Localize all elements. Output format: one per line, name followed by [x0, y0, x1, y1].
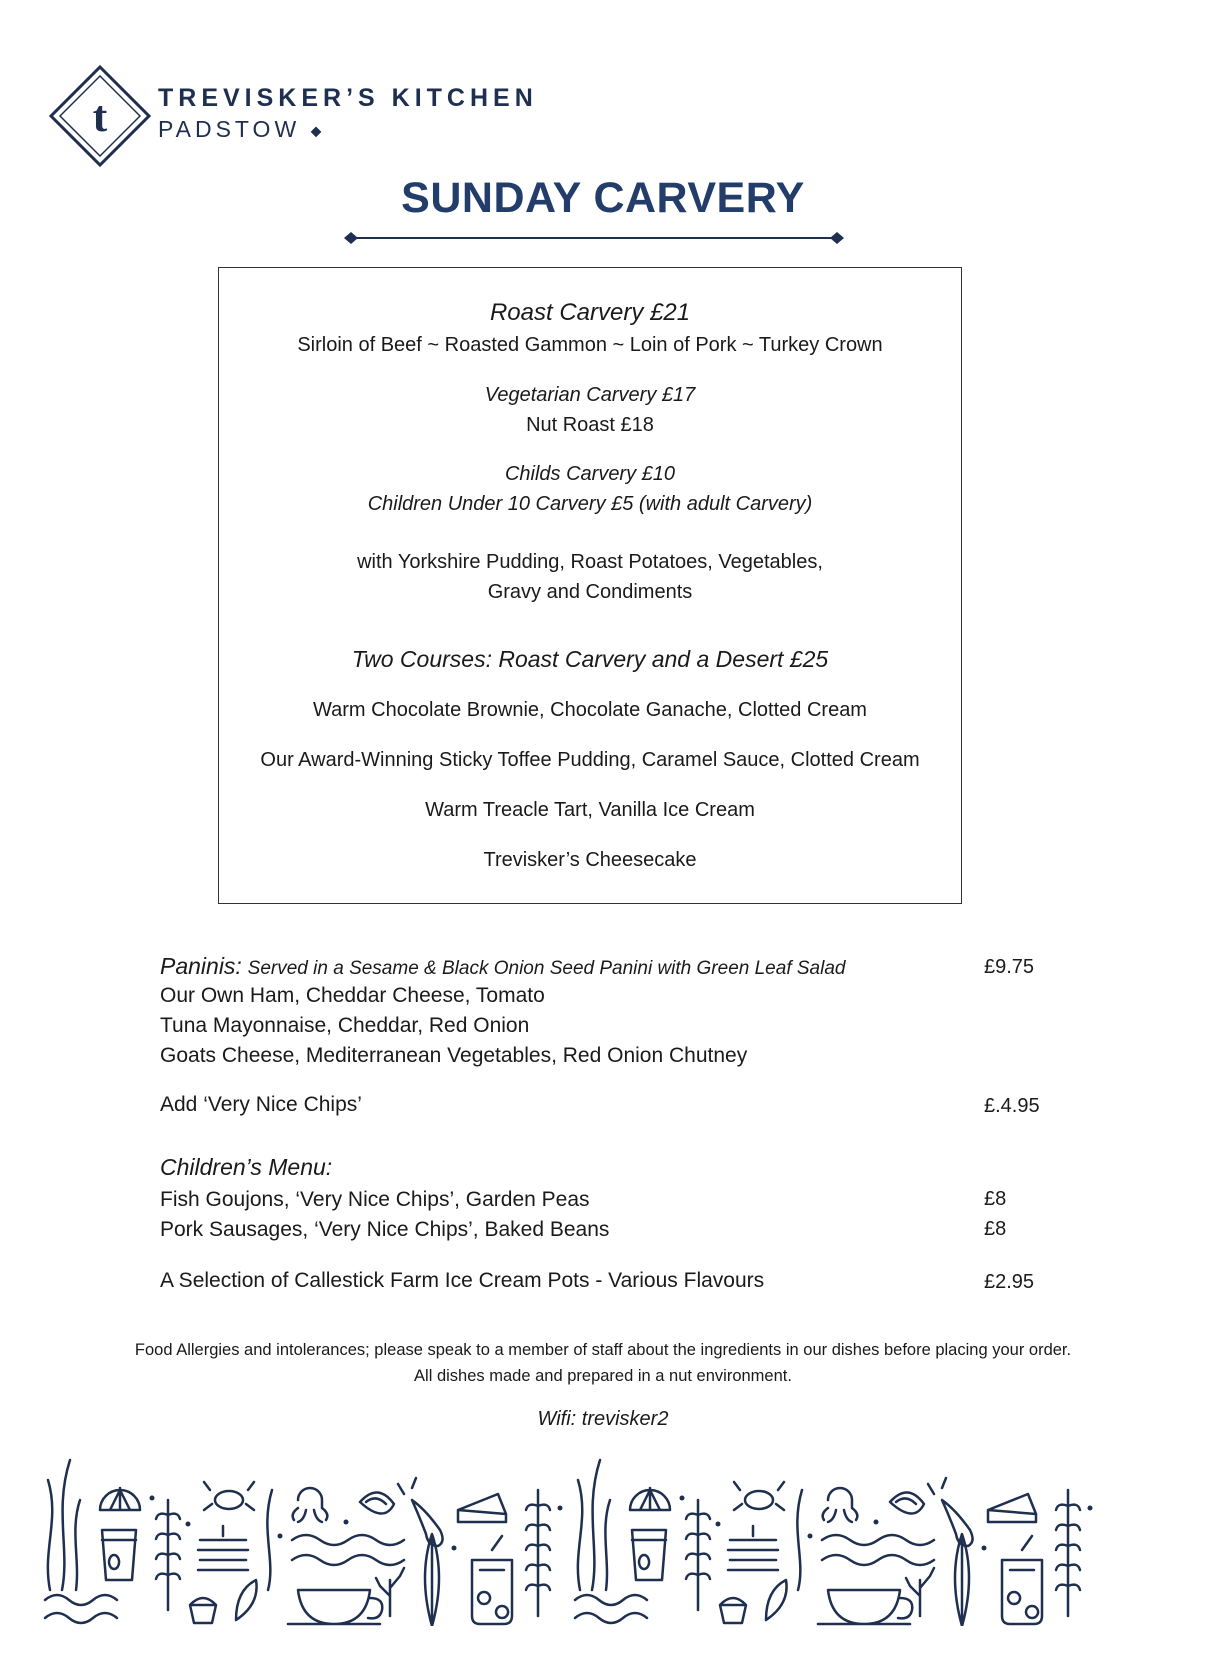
carvery-box	[218, 267, 962, 904]
nut-roast: Nut Roast £18	[526, 414, 654, 436]
dessert-item: Our Award-Winning Sticky Toffee Pudding, Caramel Sauce, Clotted Cream	[260, 749, 920, 771]
accompaniments-line-1: with Yorkshire Pudding, Roast Potatoes, Vegetables,	[357, 551, 823, 573]
logo-diamond-icon	[48, 64, 152, 168]
childrens-menu-price: £8	[984, 1218, 1007, 1240]
logo-letter: t	[92, 92, 108, 141]
brand-location: PADSTOW	[158, 116, 301, 142]
childrens-menu-heading: Children’s Menu:	[160, 1154, 333, 1180]
childrens-menu-item: Pork Sausages, ‘Very Nice Chips’, Baked Beans	[160, 1218, 610, 1241]
allergy-notice-line-2: All dishes made and prepared in a nut environment.	[414, 1367, 792, 1385]
add-chips-label: Add ‘Very Nice Chips’	[160, 1093, 362, 1116]
allergy-notice-line-1: Food Allergies and intolerances; please speak to a member of staff about the ingredients in our dishes before placing your order.	[134, 1341, 1072, 1359]
paninis-line	[160, 953, 845, 980]
diamond-bullet-icon: ◆	[310, 122, 322, 139]
two-courses-heading: Two Courses: Roast Carvery and a Desert £25	[351, 646, 829, 672]
title-divider	[344, 228, 844, 248]
paninis-label: Paninis:	[160, 953, 242, 979]
paninis-description: Served in a Sesame & Black Onion Seed Panini with Green Leaf Salad	[247, 958, 846, 979]
brand-logo	[48, 64, 608, 168]
ice-cream-price: £2.95	[984, 1271, 1035, 1293]
roast-carvery-heading: Roast Carvery £21	[489, 299, 691, 326]
brand-name: TREVISKER’S KITCHEN	[158, 84, 538, 112]
childrens-menu-item: Fish Goujons, ‘Very Nice Chips’, Garden Peas	[160, 1188, 590, 1211]
lower-menu	[160, 953, 1060, 1293]
dessert-item: Warm Treacle Tart, Vanilla Ice Cream	[425, 799, 755, 821]
childrens-menu-price: £8	[984, 1188, 1007, 1210]
children-under-10: Children Under 10 Carvery £5 (with adult Carvery)	[367, 493, 813, 515]
roast-carvery-items: Sirloin of Beef ~ Roasted Gammon ~ Loin of Pork ~ Turkey Crown	[297, 334, 883, 356]
brand-location-line	[158, 116, 321, 143]
dessert-item: Trevisker’s Cheesecake	[483, 849, 697, 871]
wifi-info: Wifi: trevisker2	[537, 1408, 669, 1430]
dessert-item: Warm Chocolate Brownie, Chocolate Ganache, Clotted Cream	[313, 699, 867, 721]
add-chips-price: £.4.95	[984, 1095, 1040, 1117]
panini-item: Tuna Mayonnaise, Cheddar, Red Onion	[160, 1014, 530, 1037]
vegetarian-carvery-heading: Vegetarian Carvery £17	[484, 384, 696, 406]
accompaniments-line-2: Gravy and Condiments	[487, 581, 693, 603]
page-title: SUNDAY CARVERY	[401, 174, 805, 222]
panini-item: Our Own Ham, Cheddar Cheese, Tomato	[160, 984, 545, 1007]
paninis-price: £9.75	[984, 956, 1035, 978]
panini-item: Goats Cheese, Mediterranean Vegetables, Red Onion Chutney	[160, 1044, 748, 1067]
childs-carvery-heading: Childs Carvery £10	[504, 463, 676, 485]
seaside-border-illustration	[40, 1440, 1170, 1626]
ice-cream-label: A Selection of Callestick Farm Ice Cream Pots - Various Flavours	[160, 1269, 765, 1292]
